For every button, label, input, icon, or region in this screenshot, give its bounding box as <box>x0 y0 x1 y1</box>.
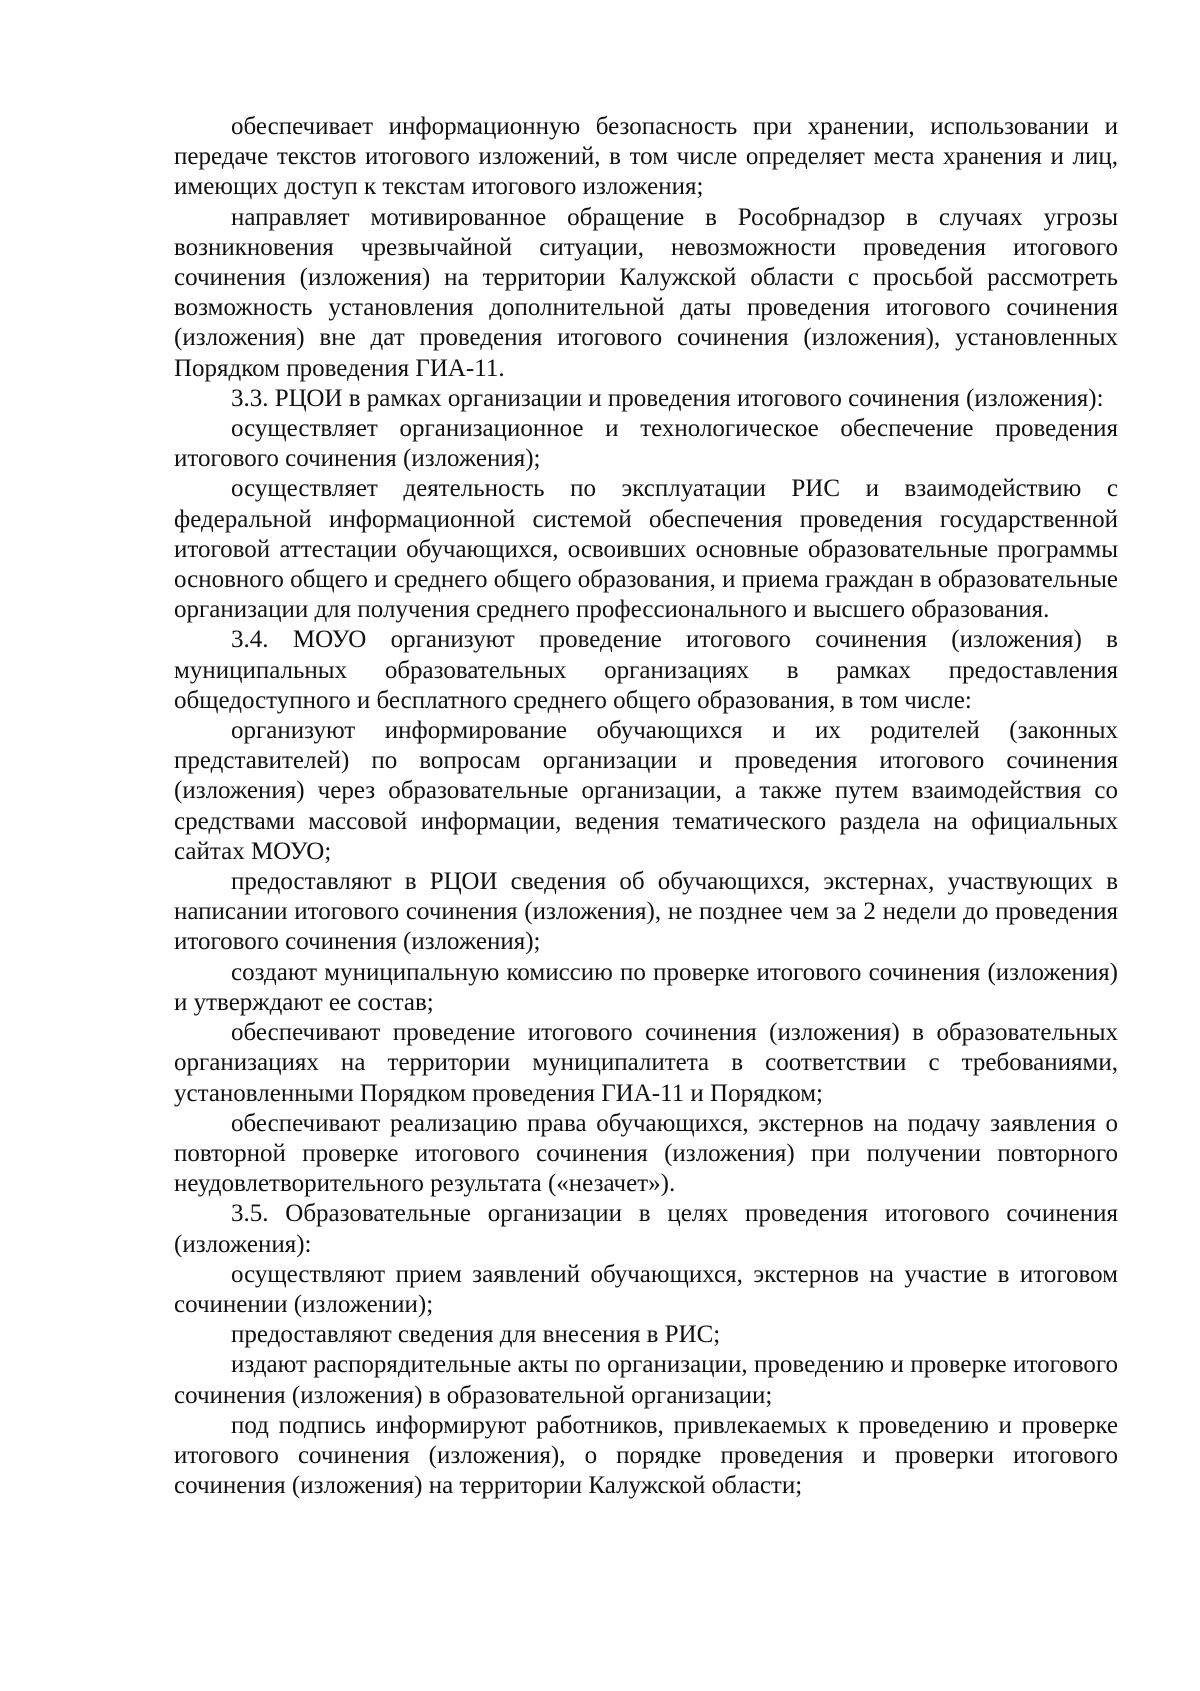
paragraph-oo-ris-data: предоставляют сведения для внесения в РИС; <box>231 1321 721 1349</box>
paragraph-mouo-commission: создают муниципальную комиссию по проверке итогового сочинения (изложения) и утверждают ее состав; <box>174 958 1118 1016</box>
section-3-4-heading: 3.4. МОУО организуют проведение итогового сочинения (изложения) в муниципальных образовательных организациях в рамках предоставления общедоступного и бесплатного среднего общего образования, в том числе: <box>174 626 1118 714</box>
section-3-3-heading: 3.3. РЦОИ в рамках организации и проведения итогового сочинения (изложения): <box>231 384 1104 412</box>
paragraph-oo-staff-informing: под подпись информируют работников, привлекаемых к проведению и проверке итогового сочинения (изложения), о порядке проведения и проверки итогового сочинения (изложения) на территории Калужской области; <box>174 1411 1118 1500</box>
paragraph-rcoi-ris-operation: осуществляет деятельность по эксплуатации РИС и взаимодействию с федеральной информационной системой обеспечения проведения государственной итоговой аттестации обучающихся, освоивших основные образовательные программы основного общего и среднего общего образования, и приема граждан в образовательные организации для получения среднего профессионального и высшего образования. <box>174 475 1118 624</box>
paragraph-mouo-submit-data: предоставляют в РЦОИ сведения об обучающихся, экстернах, участвующих в написании итогового сочинения (изложения), не позднее чем за 2 недели до проведения итогового сочинения (изложения); <box>174 868 1118 956</box>
paragraph-mouo-informing: организуют информирование обучающихся и их родителей (законных представителей) по вопросам организации и проведения итогового сочинения (изложения) через образовательные организации, а также путем взаимодействия со средствами массовой информации, ведения тематического раздела на официальных сайтах МОУО; <box>174 717 1118 865</box>
paragraph-oo-applications: осуществляют прием заявлений обучающихся, экстернов на участие в итоговом сочинении (изложении); <box>174 1260 1118 1318</box>
document-page <box>174 112 1118 1501</box>
paragraph-rcoi-tech-support: осуществляет организационное и технологическое обеспечение проведения итогового сочинения (изложения); <box>174 415 1118 473</box>
paragraph-mouo-conduct: обеспечивают проведение итогового сочинения (изложения) в образовательных организациях на территории муниципалитета в соответствии с требованиями, установленными Порядком проведения ГИА-11 и Порядком; <box>174 1019 1118 1107</box>
paragraph-mouo-recheck-right: обеспечивают реализацию права обучающихся, экстернов на подачу заявления о повторной проверке итогового сочинения (изложения) при получении повторного неудовлетворительного результата («незачет»). <box>174 1109 1118 1198</box>
paragraph-oo-orders: издают распорядительные акты по организации, проведению и проверке итогового сочинения (изложения) в образовательной организации; <box>174 1351 1118 1409</box>
paragraph-info-security: обеспечивает информационную безопасность при хранении, использовании и передаче текстов итогового изложений, в том числе определяет места хранения и лиц, имеющих доступ к текстам итогового изложения; <box>174 113 1118 201</box>
section-3-5-heading: 3.5. Образовательные организации в целях проведения итогового сочинения (изложения): <box>174 1200 1118 1258</box>
paragraph-rosobrnadzor-appeal: направляет мотивированное обращение в Рособрнадзор в случаях угрозы возникновения чрезвычайной ситуации, невозможности проведения итогового сочинения (изложения) на территории Калужской области с просьбой рассмотреть возможность установления дополнительной даты проведения итогового сочинения (изложения) вне дат проведения итогового сочинения (изложения), установленных Порядком проведения ГИА-11. <box>174 203 1118 382</box>
